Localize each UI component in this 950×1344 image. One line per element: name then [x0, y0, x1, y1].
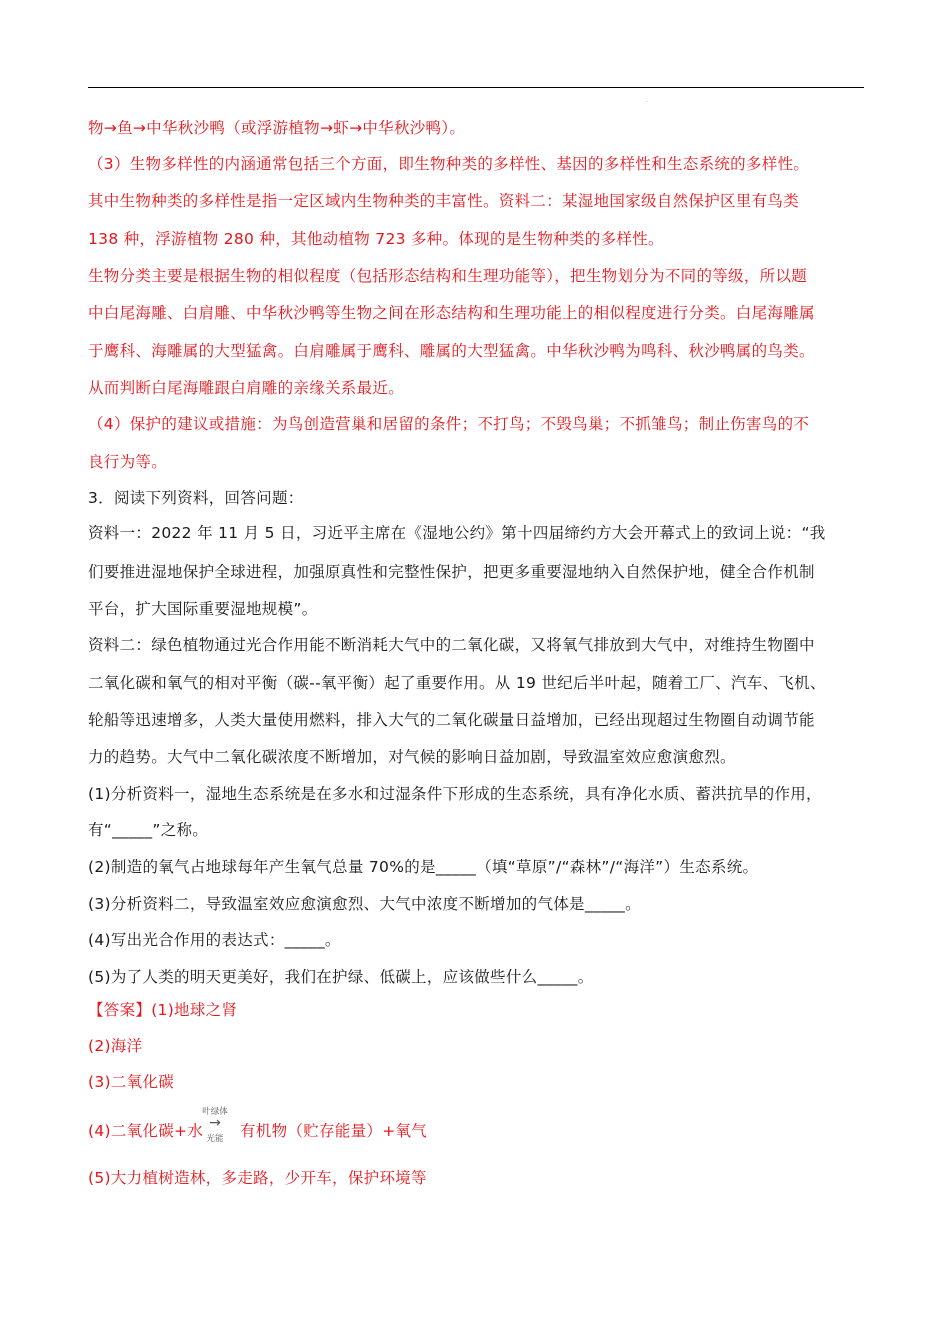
sub-question: (3)分析资料二，导致温室效应愈演愈烈、大气中浓度不断增加的气体是_____。	[88, 895, 641, 913]
material-line: 们要推进湿地保护全球进程，加强原真性和完整性保护，把更多重要湿地纳入自然保护地，健全合作机制	[88, 563, 815, 581]
answer-line: 从而判断白尾海雕跟白肩雕的亲缘关系最近。	[88, 379, 405, 397]
answer-1: 【答案】(1)地球之肾	[88, 1001, 238, 1019]
answer-line: 良行为等。	[88, 453, 168, 471]
material-line: 轮船等迅速增多，人类大量使用燃料，排入大气的二氧化碳量日益增加，已经出现超过生物圈自动调节能	[88, 711, 815, 729]
reaction-condition-top: 叶绿体	[202, 1107, 228, 1117]
answer-line: 生物分类主要是根据生物的相似程度（包括形态结构和生理功能等），把生物划分为不同的等级，所以题	[88, 267, 808, 285]
answer-2: (2)海洋	[88, 1037, 143, 1055]
material-line: 二氧化碳和氧气的相对平衡（碳--氧平衡）起了重要作用。从 19 世纪后半叶起，随着工厂、汽车、飞机、	[88, 674, 826, 692]
question-title: 3．阅读下列资料，回答问题：	[88, 489, 304, 507]
answer-line: 中白尾海雕、白肩雕、中华秋沙鸭等生物之间在形态结构和生理功能上的相似程度进行分类。白尾海雕属	[88, 304, 815, 322]
answer-line: （3）生物多样性的内涵通常包括三个方面，即生物种类的多样性、基因的多样性和生态系统的多样性。	[88, 155, 810, 173]
sub-question: (4)写出光合作用的表达式：_____。	[88, 931, 341, 949]
page-dot: .	[646, 97, 648, 104]
sub-question: 有“_____”之称。	[88, 821, 209, 839]
header-rule	[88, 87, 864, 88]
answer-3: (3)二氧化碳	[88, 1073, 175, 1091]
answer-line: 138 种，浮游植物 280 种，其他动植物 723 多种。体现的是生物种类的多样性。	[88, 230, 664, 248]
sub-question: (1)分析资料一，湿地生态系统是在多水和过湿条件下形成的生态系统，具有净化水质、蓄洪抗旱的作用，	[88, 785, 822, 803]
material-line: 资料一：2022 年 11 月 5 日，习近平主席在《湿地公约》第十四届缔约方大会开幕式上的致词上说：“我	[88, 524, 826, 542]
answer-4-right: 有机物（贮存能量）+氧气	[240, 1122, 428, 1140]
answer-4-left: (4)二氧化碳+水	[88, 1122, 204, 1140]
answer-line: （4）保护的建议或措施：为鸟创造营巢和居留的条件；不打鸟；不毁鸟巢；不抓雏鸟；制止伤害鸟的不	[88, 415, 810, 433]
sub-question: (5)为了人类的明天更美好，我们在护绿、低碳上，应该做些什么_____。	[88, 968, 594, 986]
answer-5: (5)大力植树造林，多走路，少开车，保护环境等	[88, 1169, 427, 1187]
material-line: 资料二：绿色植物通过光合作用能不断消耗大气中的二氧化碳，又将氧气排放到大气中，对维持生物圈中	[88, 636, 815, 654]
sub-question: (2)制造的氧气占地球每年产生氧气总量 70%的是_____（填“草原”/“森林”/“海洋”）生态系统。	[88, 858, 759, 876]
answer-line: 其中生物种类的多样性是指一定区域内生物种类的丰富性。资料二：某湿地国家级自然保护区里有鸟类	[88, 192, 800, 210]
reaction-arrow-icon: →	[209, 1115, 221, 1131]
answer-line: 于鹰科、海雕属的大型猛禽。白肩雕属于鹰科、雕属的大型猛禽。中华秋沙鸭为鸣科、秋沙鸭属的鸟类。	[88, 342, 815, 360]
reaction-condition-bottom: 光能	[206, 1134, 224, 1144]
answer-line: 物→鱼→中华秋沙鸭（或浮游植物→虾→中华秋沙鸭）。	[88, 119, 466, 137]
material-line: 力的趋势。大气中二氧化碳浓度不断增加，对气候的影响日益加剧，导致温室效应愈演愈烈。	[88, 748, 736, 766]
material-line: 平台，扩大国际重要湿地规模”。	[88, 600, 318, 618]
